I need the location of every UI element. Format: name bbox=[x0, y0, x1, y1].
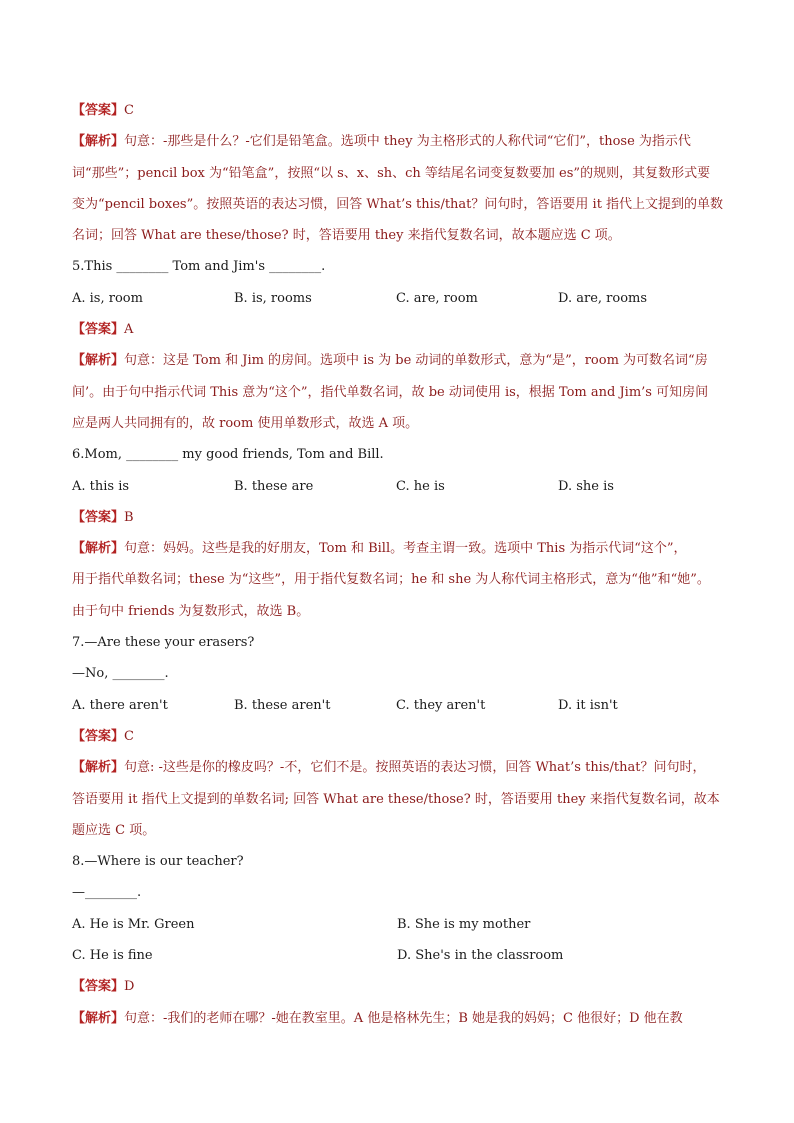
answer-value: C bbox=[124, 103, 134, 118]
analysis-text: 变为“pencil boxes”。按照英语的表达习惯，回答 What’s this/that？问句时，答语要用 it 指代上文提到的单数 bbox=[72, 196, 724, 212]
question-stem: 8.—Where is our teacher? bbox=[72, 854, 244, 870]
options-row bbox=[72, 474, 722, 505]
answer-tag: 【答案】 bbox=[72, 103, 125, 118]
answer-line bbox=[72, 505, 722, 536]
answer-value: D bbox=[124, 979, 135, 995]
analysis-text: 词“那些”；pencil box 为“铅笔盒”，按照“以 s、x、sh、ch 等结尾名词变复数要加 es”的规则，其复数形式要 bbox=[72, 165, 711, 181]
option-d: D. it isn't bbox=[558, 697, 618, 713]
analysis-line bbox=[72, 1006, 722, 1037]
answer-tag: 【答案】 bbox=[72, 509, 125, 525]
option-b: B. these are bbox=[234, 478, 314, 494]
answer-tag: 【答案】 bbox=[72, 979, 125, 995]
analysis-text: 句意：妈妈。这些是我的好朋友，Tom 和 Bill。考查主谓一致。选项中 This 为指示代词“这个”， bbox=[124, 541, 687, 557]
option-a: A. is, room bbox=[72, 290, 143, 306]
option-a: A. He is Mr. Green bbox=[72, 916, 195, 932]
option-c: C. are, room bbox=[396, 290, 478, 306]
answer-value: C bbox=[124, 728, 134, 744]
question-reply: —No, ________. bbox=[72, 666, 169, 682]
answer-tag: 【答案】 bbox=[72, 322, 125, 338]
answer-line bbox=[72, 317, 722, 348]
analysis-text: 答语要用 it 指代上文提到的单数名词; 回答 What are these/those? 时，答语要用 they 来指代复数名词，故本 bbox=[72, 791, 720, 807]
answer-line bbox=[72, 98, 722, 129]
analysis-line bbox=[72, 536, 722, 567]
option-d: D. are, rooms bbox=[558, 290, 648, 306]
options-row bbox=[72, 693, 722, 724]
document-content bbox=[72, 98, 722, 1037]
option-c: C. they aren't bbox=[396, 697, 486, 713]
option-d: D. she is bbox=[558, 478, 614, 494]
question-stem: 5.This ________ Tom and Jim's ________. bbox=[72, 259, 326, 275]
analysis-text: 用于指代单数名词；these 为“这些”，用于指代复数名词；he 和 she 为人称代词主格形式，意为“他”和“她”。 bbox=[72, 572, 710, 588]
analysis-text: 句意：这是 Tom 和 Jim 的房间。选项中 is 为 be 动词的单数形式，意为“是”，room 为可数名词“房 bbox=[124, 353, 708, 369]
analysis-line bbox=[72, 755, 722, 786]
analysis-tag: 【解析】 bbox=[72, 1010, 125, 1026]
analysis-text: 间’。由于句中指示代词 This 意为“这个”，指代单数名词，故 be 动词使用 is，根据 Tom and Jim’s 可知房间 bbox=[72, 384, 709, 400]
option-b: B. is, rooms bbox=[234, 290, 312, 306]
analysis-text: 句意：-我们的老师在哪？-她在教室里。A 他是格林先生；B 她是我的妈妈；C 他很好；D 他在教 bbox=[124, 1010, 683, 1026]
question-stem: 6.Mom, ________ my good friends, Tom and Bill. bbox=[72, 447, 384, 463]
analysis-tag: 【解析】 bbox=[72, 134, 125, 150]
analysis-line bbox=[72, 348, 722, 379]
options-row bbox=[72, 286, 722, 317]
answer-line bbox=[72, 974, 722, 1005]
analysis-text: 名词；回答 What are these/those? 时，答语要用 they 来指代复数名词，故本题应选 C 项。 bbox=[72, 228, 621, 244]
option-a: A. this is bbox=[72, 478, 130, 494]
option-b: B. She is my mother bbox=[397, 916, 531, 932]
option-c: C. He is fine bbox=[72, 948, 153, 964]
option-a: A. there aren't bbox=[72, 697, 168, 713]
option-d: D. She's in the classroom bbox=[397, 948, 564, 964]
analysis-tag: 【解析】 bbox=[72, 353, 125, 369]
analysis-text: 题应选 C 项。 bbox=[72, 822, 156, 838]
analysis-text: 句意: -这些是你的橡皮吗？-不，它们不是。按照英语的表达习惯，回答 What’s this/that？问句时， bbox=[124, 760, 706, 776]
option-b: B. these aren't bbox=[234, 697, 331, 713]
analysis-text: 由于句中 friends 为复数形式，故选 B。 bbox=[72, 603, 310, 619]
options-row bbox=[72, 943, 722, 974]
question-stem: 7.—Are these your erasers? bbox=[72, 635, 255, 651]
answer-value: A bbox=[124, 322, 134, 338]
option-c: C. he is bbox=[396, 478, 445, 494]
analysis-line bbox=[72, 129, 722, 160]
answer-line bbox=[72, 724, 722, 755]
analysis-tag: 【解析】 bbox=[72, 760, 125, 776]
answer-value: B bbox=[124, 509, 134, 525]
analysis-text: 应是两人共同拥有的，故 room 使用单数形式，故选 A 项。 bbox=[72, 415, 419, 431]
question-reply: —________. bbox=[72, 885, 142, 901]
analysis-tag: 【解析】 bbox=[72, 541, 125, 557]
analysis-text: 句意：-那些是什么？-它们是铅笔盒。选项中 they 为主格形式的人称代词“它们”，those 为指示代 bbox=[124, 134, 691, 150]
options-row bbox=[72, 912, 722, 943]
answer-tag: 【答案】 bbox=[72, 728, 125, 744]
